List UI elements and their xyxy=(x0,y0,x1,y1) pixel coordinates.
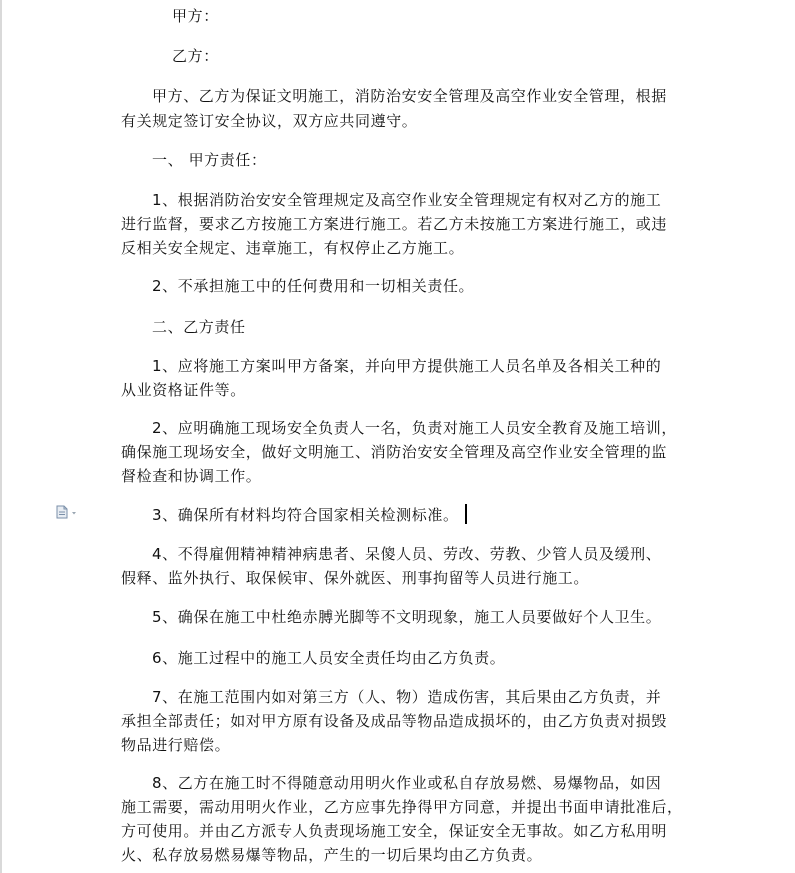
party-a-label: 甲方： xyxy=(172,7,219,25)
section-2-title: 二、乙方责任 xyxy=(152,318,246,336)
s2-item1-line: 从业资格证件等。 xyxy=(121,381,246,399)
s2-item2-line: 督检查和协调工作。 xyxy=(121,467,262,485)
s1-item2: 2、不承担施工中的任何费用和一切相关责任。 xyxy=(152,277,475,295)
s2-item7-line: 物品进行赔偿。 xyxy=(121,736,231,754)
s2-item4-line: 假释、监外执行、取保候审、保外就医、刑事拘留等人员进行施工。 xyxy=(121,569,590,587)
s1-item1-line: 反相关安全规定、违章施工，有权停止乙方施工。 xyxy=(121,239,465,257)
s2-item7-line: 承担全部责任；如对甲方原有设备及成品等物品造成损坏的，由乙方负责对损毁 xyxy=(121,712,668,730)
s2-item3: 3、确保所有材料均符合国家相关检测标准。 xyxy=(152,506,459,524)
s2-item2-line: 确保施工现场安全，做好文明施工、消防治安安全管理及高空作业安全管理的监 xyxy=(121,443,668,461)
s2-item8-line: 施工需要，需动用明火作业，乙方应事先挣得甲方同意，并提出书面申请批准后， xyxy=(121,798,683,816)
s2-item4-line: 4、不得雇佣精神精神病患者、呆傻人员、劳改、劳教、少管人员及缓刑、 xyxy=(152,545,662,563)
s2-item8-line: 火、私存放易燃易爆等物品，产生的一切后果均由乙方负责。 xyxy=(121,846,543,864)
party-b-label: 乙方： xyxy=(172,47,219,65)
text-cursor xyxy=(465,504,467,524)
s1-item1-line: 1、根据消防治安安全管理规定及高空作业安全管理规定有权对乙方的施工 xyxy=(152,191,662,209)
document-icon[interactable] xyxy=(55,504,79,518)
s2-item1-line: 1、应将施工方案叫甲方备案，并向甲方提供施工人员名单及各相关工种的 xyxy=(152,357,662,375)
intro-line: 甲方、乙方为保证文明施工，消防治安安全管理及高空作业安全管理，根据 xyxy=(152,87,667,105)
s2-item2-line: 2、应明确施工现场安全负责人一名，负责对施工人员安全教育及施工培训， xyxy=(152,419,677,437)
intro-line: 有关规定签订安全协议，双方应共同遵守。 xyxy=(121,112,418,130)
s2-item7-line: 7、在施工范围内如对第三方（人、物）造成伤害，其后果由乙方负责，并 xyxy=(152,688,662,706)
s2-item3-row xyxy=(152,504,467,525)
s1-item1-line: 进行监督，要求乙方按施工方案进行施工。若乙方未按施工方案进行施工，或违 xyxy=(121,215,668,233)
s2-item6: 6、施工过程中的施工人员安全责任均由乙方负责。 xyxy=(152,649,506,667)
s2-item5: 5、确保在施工中杜绝赤膊光脚等不文明现象，施工人员要做好个人卫生。 xyxy=(152,608,662,626)
s2-item8-line: 方可使用。并由乙方派专人负责现场施工安全，保证安全无事故。如乙方私用明 xyxy=(121,822,668,840)
section-1-title: 一、 甲方责任： xyxy=(152,151,267,169)
s2-item8-line: 8、乙方在施工时不得随意动用明火作业或私自存放易燃、易爆物品，如因 xyxy=(152,774,662,792)
dropdown-arrow-icon xyxy=(72,512,76,515)
